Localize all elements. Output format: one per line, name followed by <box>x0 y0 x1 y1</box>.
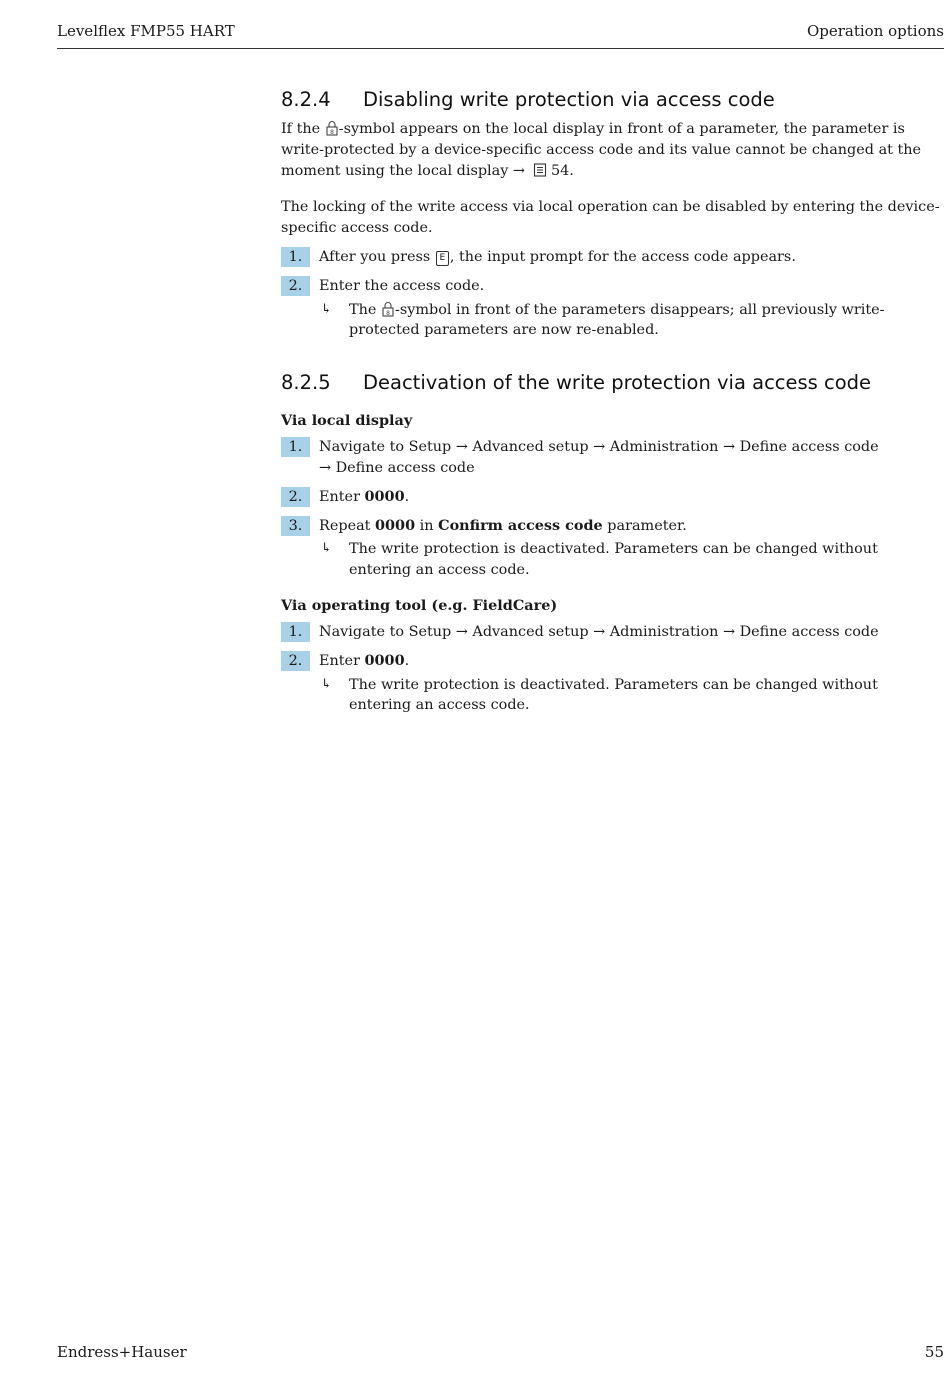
result-arrow-icon: ↳ <box>321 676 332 692</box>
section-number: 8.2.5 <box>281 371 331 395</box>
text: . <box>404 488 410 505</box>
header-product: Levelflex FMP55 HART <box>57 22 235 40</box>
step-2 <box>281 276 944 297</box>
step-1 <box>281 437 944 479</box>
result-arrow-icon: ↳ <box>321 301 332 317</box>
page-reference[interactable]: 54. <box>551 162 574 179</box>
svg-text:8: 8 <box>386 309 390 317</box>
text: -symbol in front of the parameters disappears; all previously write-protected parameters are now re-enabled. <box>349 301 885 339</box>
text: parameter. <box>602 517 687 534</box>
parameter-name: Confirm access code <box>438 516 603 534</box>
step-number-badge: 1. <box>281 437 310 457</box>
step-number-badge: 2. <box>281 487 310 507</box>
text: -symbol appears on the local display in front of a parameter, the parameter is write-protected by a device-specific access code and its value cannot be changed at the moment using the local display → <box>281 121 922 179</box>
text: Enter <box>319 652 365 669</box>
header-rule <box>57 48 944 49</box>
text: , the input prompt for the access code appears. <box>449 248 796 265</box>
section-8-2-5-heading <box>281 371 944 394</box>
access-code-value: 0000 <box>375 516 416 534</box>
step-2 <box>281 487 944 508</box>
page-content <box>281 88 944 716</box>
menu-path: Navigate to Setup → Advanced setup → Administration → Define access code <box>319 439 879 456</box>
step-number-badge: 1. <box>281 622 310 642</box>
lock-icon <box>382 301 394 317</box>
subheading-operating-tool: Via operating tool (e.g. FieldCare) <box>281 596 558 614</box>
step-result <box>281 675 944 717</box>
step-1 <box>281 247 944 268</box>
step-number-badge: 1. <box>281 247 310 267</box>
subheading-local-display: Via local display <box>281 412 413 430</box>
document-reference-icon <box>533 163 547 177</box>
text: If the <box>281 121 325 137</box>
section-title: Deactivation of the write protection via access code <box>363 371 872 395</box>
step-1 <box>281 622 944 643</box>
text: . <box>404 652 410 669</box>
section-number: 8.2.4 <box>281 88 331 111</box>
text: The <box>349 301 381 318</box>
header-section: Operation options <box>806 22 944 40</box>
menu-path-continued: → Define access code <box>319 459 475 476</box>
paragraph-lock-symbol <box>281 119 944 181</box>
text: Enter the access code. <box>319 277 485 294</box>
step-result <box>281 539 944 581</box>
step-2 <box>281 651 944 672</box>
lock-icon <box>326 120 338 136</box>
footer-page-number: 55 <box>924 1343 944 1361</box>
step-number-badge: 2. <box>281 276 310 296</box>
paragraph-unlock-info: The locking of the write access via local operation can be disabled by entering the device-specific access code. <box>281 199 940 237</box>
text: Enter <box>319 488 365 505</box>
footer-company: Endress+Hauser <box>57 1343 187 1361</box>
text: in <box>415 517 439 534</box>
text: The write protection is deactivated. Parameters can be changed without entering an access code. <box>349 541 878 579</box>
access-code-value: 0000 <box>364 487 405 505</box>
svg-text:8: 8 <box>329 129 334 136</box>
result-arrow-icon: ↳ <box>321 541 332 557</box>
section-title: Disabling write protection via access code <box>363 88 775 111</box>
text: The write protection is deactivated. Parameters can be changed without entering an access code. <box>349 676 878 714</box>
text: After you press <box>319 248 435 265</box>
section-8-2-4-heading <box>281 88 944 111</box>
enter-key-icon: E <box>436 251 449 266</box>
step-result <box>281 300 944 342</box>
menu-path: Navigate to Setup → Advanced setup → Administration → Define access code <box>319 623 879 640</box>
access-code-value: 0000 <box>364 651 405 669</box>
step-number-badge: 2. <box>281 651 310 671</box>
step-3 <box>281 516 944 537</box>
step-number-badge: 3. <box>281 516 310 536</box>
text: Repeat <box>319 517 376 534</box>
